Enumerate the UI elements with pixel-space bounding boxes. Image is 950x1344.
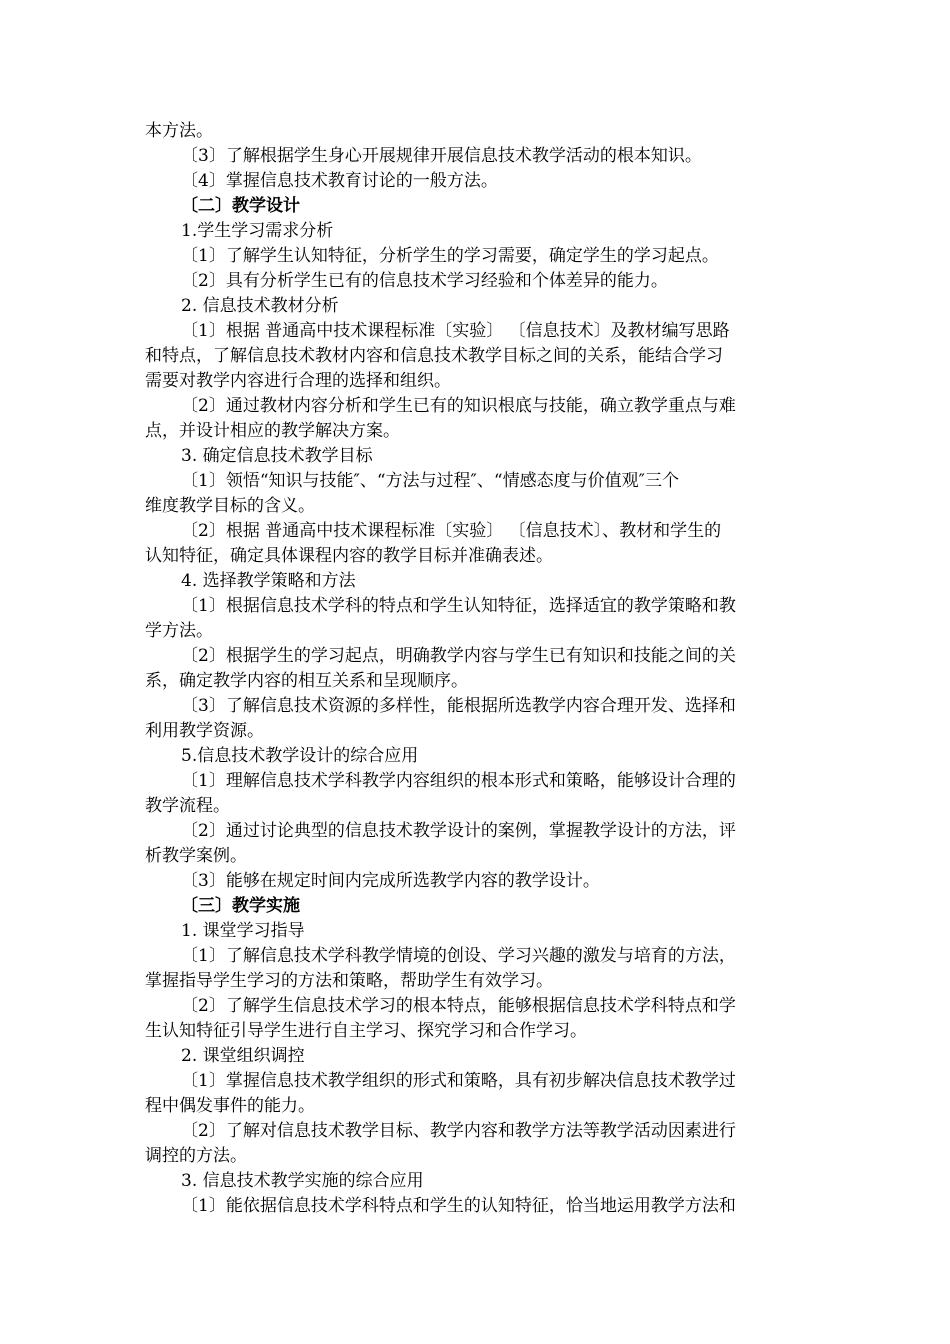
text-line: 认知特征，确定具体课程内容的教学目标并准确表述。 — [145, 546, 553, 566]
text-line: 〔3〕了解根据学生身心开展规律开展信息技术教学活动的根本知识。 — [181, 146, 702, 166]
text-line: 〔2〕具有分析学生已有的信息技术学习经验和个体差异的能力。 — [181, 271, 668, 291]
text-line: 〔4〕掌握信息技术教育讨论的一般方法。 — [181, 171, 498, 191]
text-line: 〔2〕了解学生信息技术学习的根本特点，能够根据信息技术学科特点和学 — [181, 996, 736, 1016]
text-line: 〔2〕了解对信息技术教学目标、教学内容和教学方法等教学活动因素进行 — [181, 1121, 736, 1141]
text-line: 需要对教学内容进行合理的选择和组织。 — [145, 371, 451, 391]
text-line: 1.学生学习需求分析 — [181, 221, 334, 241]
text-line: 和特点，了解信息技术教材内容和信息技术教学目标之间的关系，能结合学习 — [145, 346, 723, 366]
text-line: 4. 选择教学策略和方法 — [181, 571, 356, 591]
text-line: 掌握指导学生学习的方法和策略，帮助学生有效学习。 — [145, 971, 553, 991]
text-line: 〔1〕掌握信息技术教学组织的形式和策略，具有初步解决信息技术教学过 — [181, 1071, 736, 1091]
text-line: 〔2〕根据学生的学习起点，明确教学内容与学生已有知识和技能之间的关 — [181, 646, 736, 666]
text-line: 析教学案例。 — [145, 846, 247, 866]
text-line: 3. 确定信息技术教学目标 — [181, 446, 373, 466]
text-line: 〔1〕能依据信息技术学科特点和学生的认知特征，恰当地运用教学方法和 — [181, 1196, 736, 1216]
text-line: 〔1〕领悟“知识与技能″、“方法与过程″、“情感态度与价值观″三个 — [181, 471, 679, 491]
text-line: 〔3〕了解信息技术资源的多样性，能根据所选教学内容合理开发、选择和 — [181, 696, 736, 716]
text-line: 〔2〕根据 普通高中技术课程标准〔实验〕 〔信息技术〕、教材和学生的 — [181, 521, 722, 541]
text-line: 本方法。 — [145, 121, 213, 141]
text-line: 维度教学目标的含义。 — [145, 496, 315, 516]
text-line: 〔1〕根据信息技术学科的特点和学生认知特征，选择适宜的教学策略和教 — [181, 596, 736, 616]
text-line: 生认知特征引导学生进行自主学习、探究学习和合作学习。 — [145, 1021, 587, 1041]
text-line: 点，并设计相应的教学解决方案。 — [145, 421, 400, 441]
text-line: 〔2〕通过教材内容分析和学生已有的知识根底与技能，确立教学重点与难 — [181, 396, 736, 416]
text-line: 5.信息技术教学设计的综合应用 — [181, 746, 419, 766]
text-line: 1. 课堂学习指导 — [181, 921, 305, 941]
text-line: 2. 信息技术教材分析 — [181, 296, 339, 316]
text-line: 2. 课堂组织调控 — [181, 1046, 305, 1066]
text-line: 〔1〕了解信息技术学科教学情境的创设、学习兴趣的激发与培育的方法， — [181, 946, 736, 966]
text-line: 调控的方法。 — [145, 1146, 247, 1166]
section-heading: 〔二〕教学设计 — [181, 196, 300, 216]
text-line: 系，确定教学内容的相互关系和呈现顺序。 — [145, 671, 468, 691]
section-heading: 〔三〕教学实施 — [181, 896, 300, 916]
text-line: 〔3〕能够在规定时间内完成所选教学内容的教学设计。 — [181, 871, 600, 891]
text-line: 〔1〕了解学生认知特征，分析学生的学习需要，确定学生的学习起点。 — [181, 246, 719, 266]
text-line: 〔2〕通过讨论典型的信息技术教学设计的案例，掌握教学设计的方法，评 — [181, 821, 736, 841]
text-line: 〔1〕理解信息技术学科教学内容组织的根本形式和策略，能够设计合理的 — [181, 771, 736, 791]
text-line: 学方法。 — [145, 621, 213, 641]
text-line: 教学流程。 — [145, 796, 230, 816]
document-page — [145, 119, 805, 1219]
text-line: 利用教学资源。 — [145, 721, 264, 741]
text-line: 〔1〕根据 普通高中技术课程标准〔实验〕 〔信息技术〕及教材编写思路 — [181, 321, 730, 341]
text-line: 3. 信息技术教学实施的综合应用 — [181, 1171, 424, 1191]
text-line: 程中偶发事件的能力。 — [145, 1096, 315, 1116]
